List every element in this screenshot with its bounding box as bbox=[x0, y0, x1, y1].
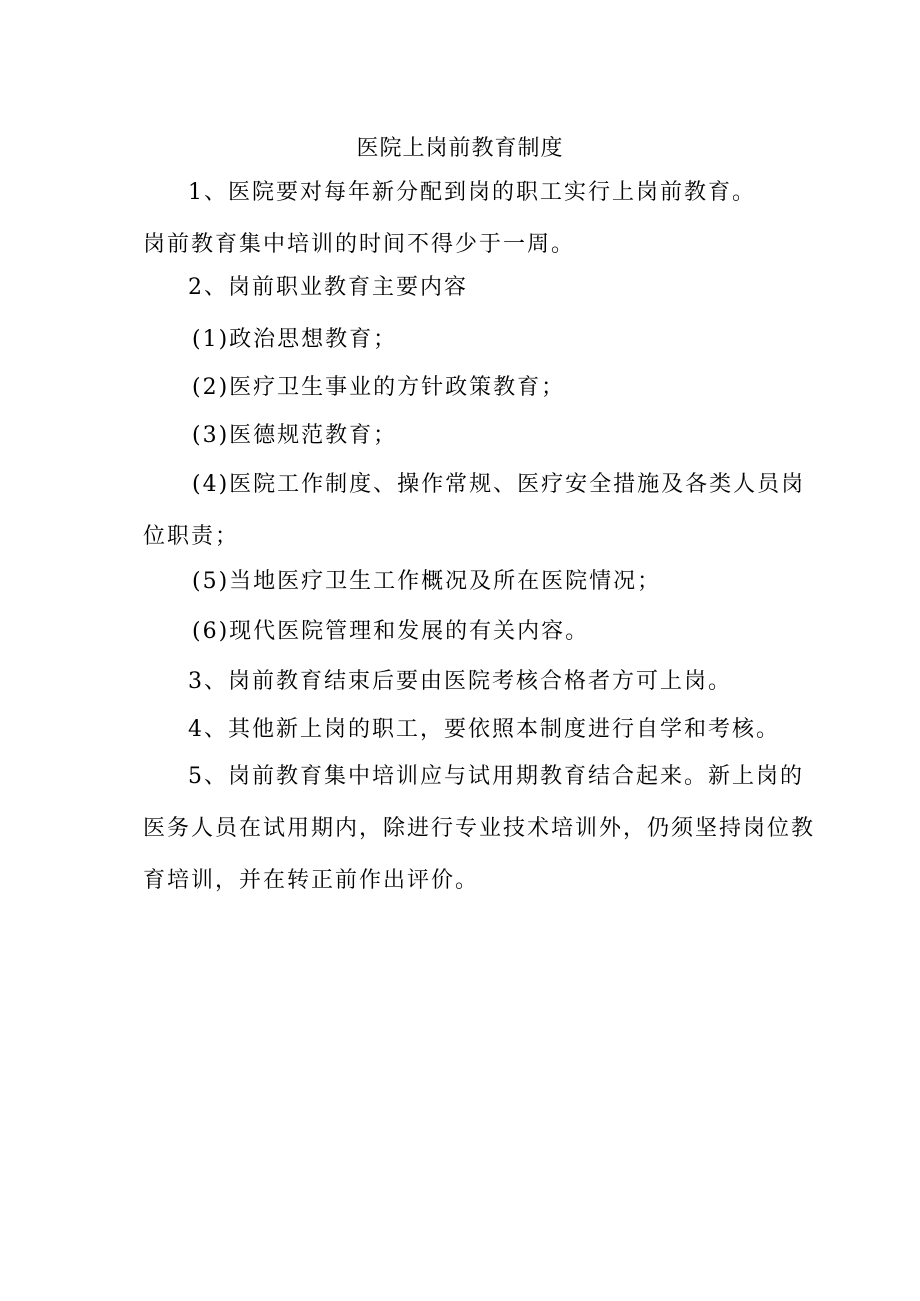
paragraph-line: 医务人员在试用期内，除进行专业技术培训外，仍须坚持岗位教 bbox=[143, 816, 816, 841]
paragraph-line: (5)当地医疗卫生工作概况及所在医院情况； bbox=[192, 569, 662, 594]
paragraph-1 bbox=[143, 167, 783, 271]
paragraph-line: (2)医疗卫生事业的方针政策教育； bbox=[192, 375, 566, 400]
paragraph-line: (1)政治思想教育； bbox=[192, 327, 398, 352]
paragraph-line: 育培训，并在转正前作出评价。 bbox=[143, 868, 480, 893]
paragraph-line: 2、岗前职业教育主要内容 bbox=[188, 275, 468, 300]
paragraph-line: 4、其他新上岗的职工，要依照本制度进行自学和考核。 bbox=[188, 717, 780, 742]
paragraph-line: (3)医德规范教育； bbox=[192, 423, 398, 448]
paragraph-4 bbox=[143, 704, 783, 756]
list-item-1 bbox=[143, 314, 783, 366]
document-title: 医院上岗前教育制度 bbox=[356, 136, 564, 161]
paragraph-3 bbox=[143, 656, 783, 708]
paragraph-line: 3、岗前教育结束后要由医院考核合格者方可上岗。 bbox=[188, 669, 732, 694]
paragraph-line: 5、岗前教育集中培训应与试用期教育结合起来。新上岗的 bbox=[188, 764, 804, 789]
paragraph-2 bbox=[143, 262, 783, 314]
list-item-6 bbox=[143, 606, 783, 658]
paragraph-line: (4)医院工作制度、操作常规、医疗安全措施及各类人员岗 bbox=[192, 472, 806, 497]
list-item-3 bbox=[143, 410, 783, 462]
paragraph-line: 位职责； bbox=[143, 524, 240, 549]
list-item-5 bbox=[143, 556, 783, 608]
list-item-2 bbox=[143, 362, 783, 414]
list-item-4 bbox=[143, 459, 806, 563]
paragraph-5 bbox=[143, 751, 816, 907]
paragraph-line: 岗前教育集中培训的时间不得少于一周。 bbox=[143, 232, 576, 257]
paragraph-line: (6)现代医院管理和发展的有关内容。 bbox=[192, 619, 590, 644]
paragraph-line: 1、医院要对每年新分配到岗的职工实行上岗前教育。 bbox=[188, 180, 756, 205]
